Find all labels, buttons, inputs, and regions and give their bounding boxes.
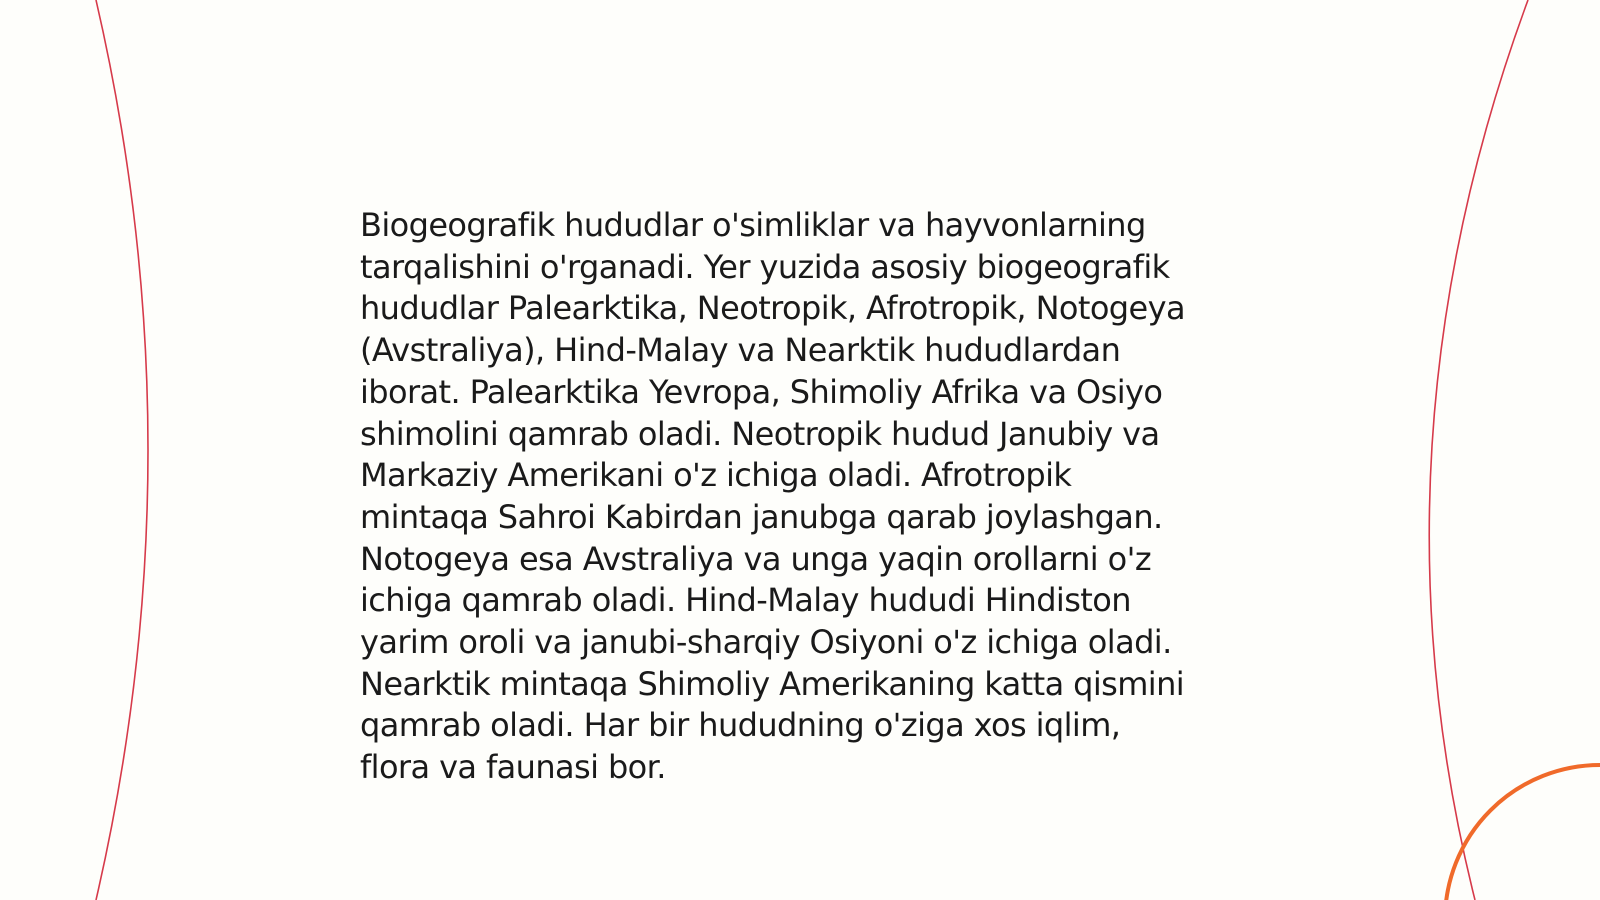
orange-arc — [1445, 765, 1600, 900]
body-text: Biogeografik hududlar o'simliklar va hayvonlarning tarqalishini o'rganadi. Yer yuzida asosiy biogeografik hududlar Palearktika, Neotropik, Afrotropik, Notogeya (Avstraliya), Hind-Malay va Nearktik hududlardan iborat. Palearktika Yevropa, Shimoliy Afrika va Osiyo shimolini qamrab oladi. Neotropik hudud Janubiy va Markaziy Amerikani o'z ichiga oladi. Afrotropik mintaqa Sahroi Kabirdan janubga qarab joylashgan. Notogeya esa Avstraliya va unga yaqin orollarni o'z ichiga qamrab oladi. Hind-Malay hududi Hindiston yarim oroli va janubi-sharqiy Osiyoni o'z ichiga oladi. Nearktik mintaqa Shimoliy Amerikaning katta qismini qamrab oladi. Har bir hududning o'ziga xos iqlim, flora va faunasi bor. — [360, 206, 1185, 787]
right-arc — [1429, 0, 1528, 900]
left-arc — [96, 0, 148, 900]
